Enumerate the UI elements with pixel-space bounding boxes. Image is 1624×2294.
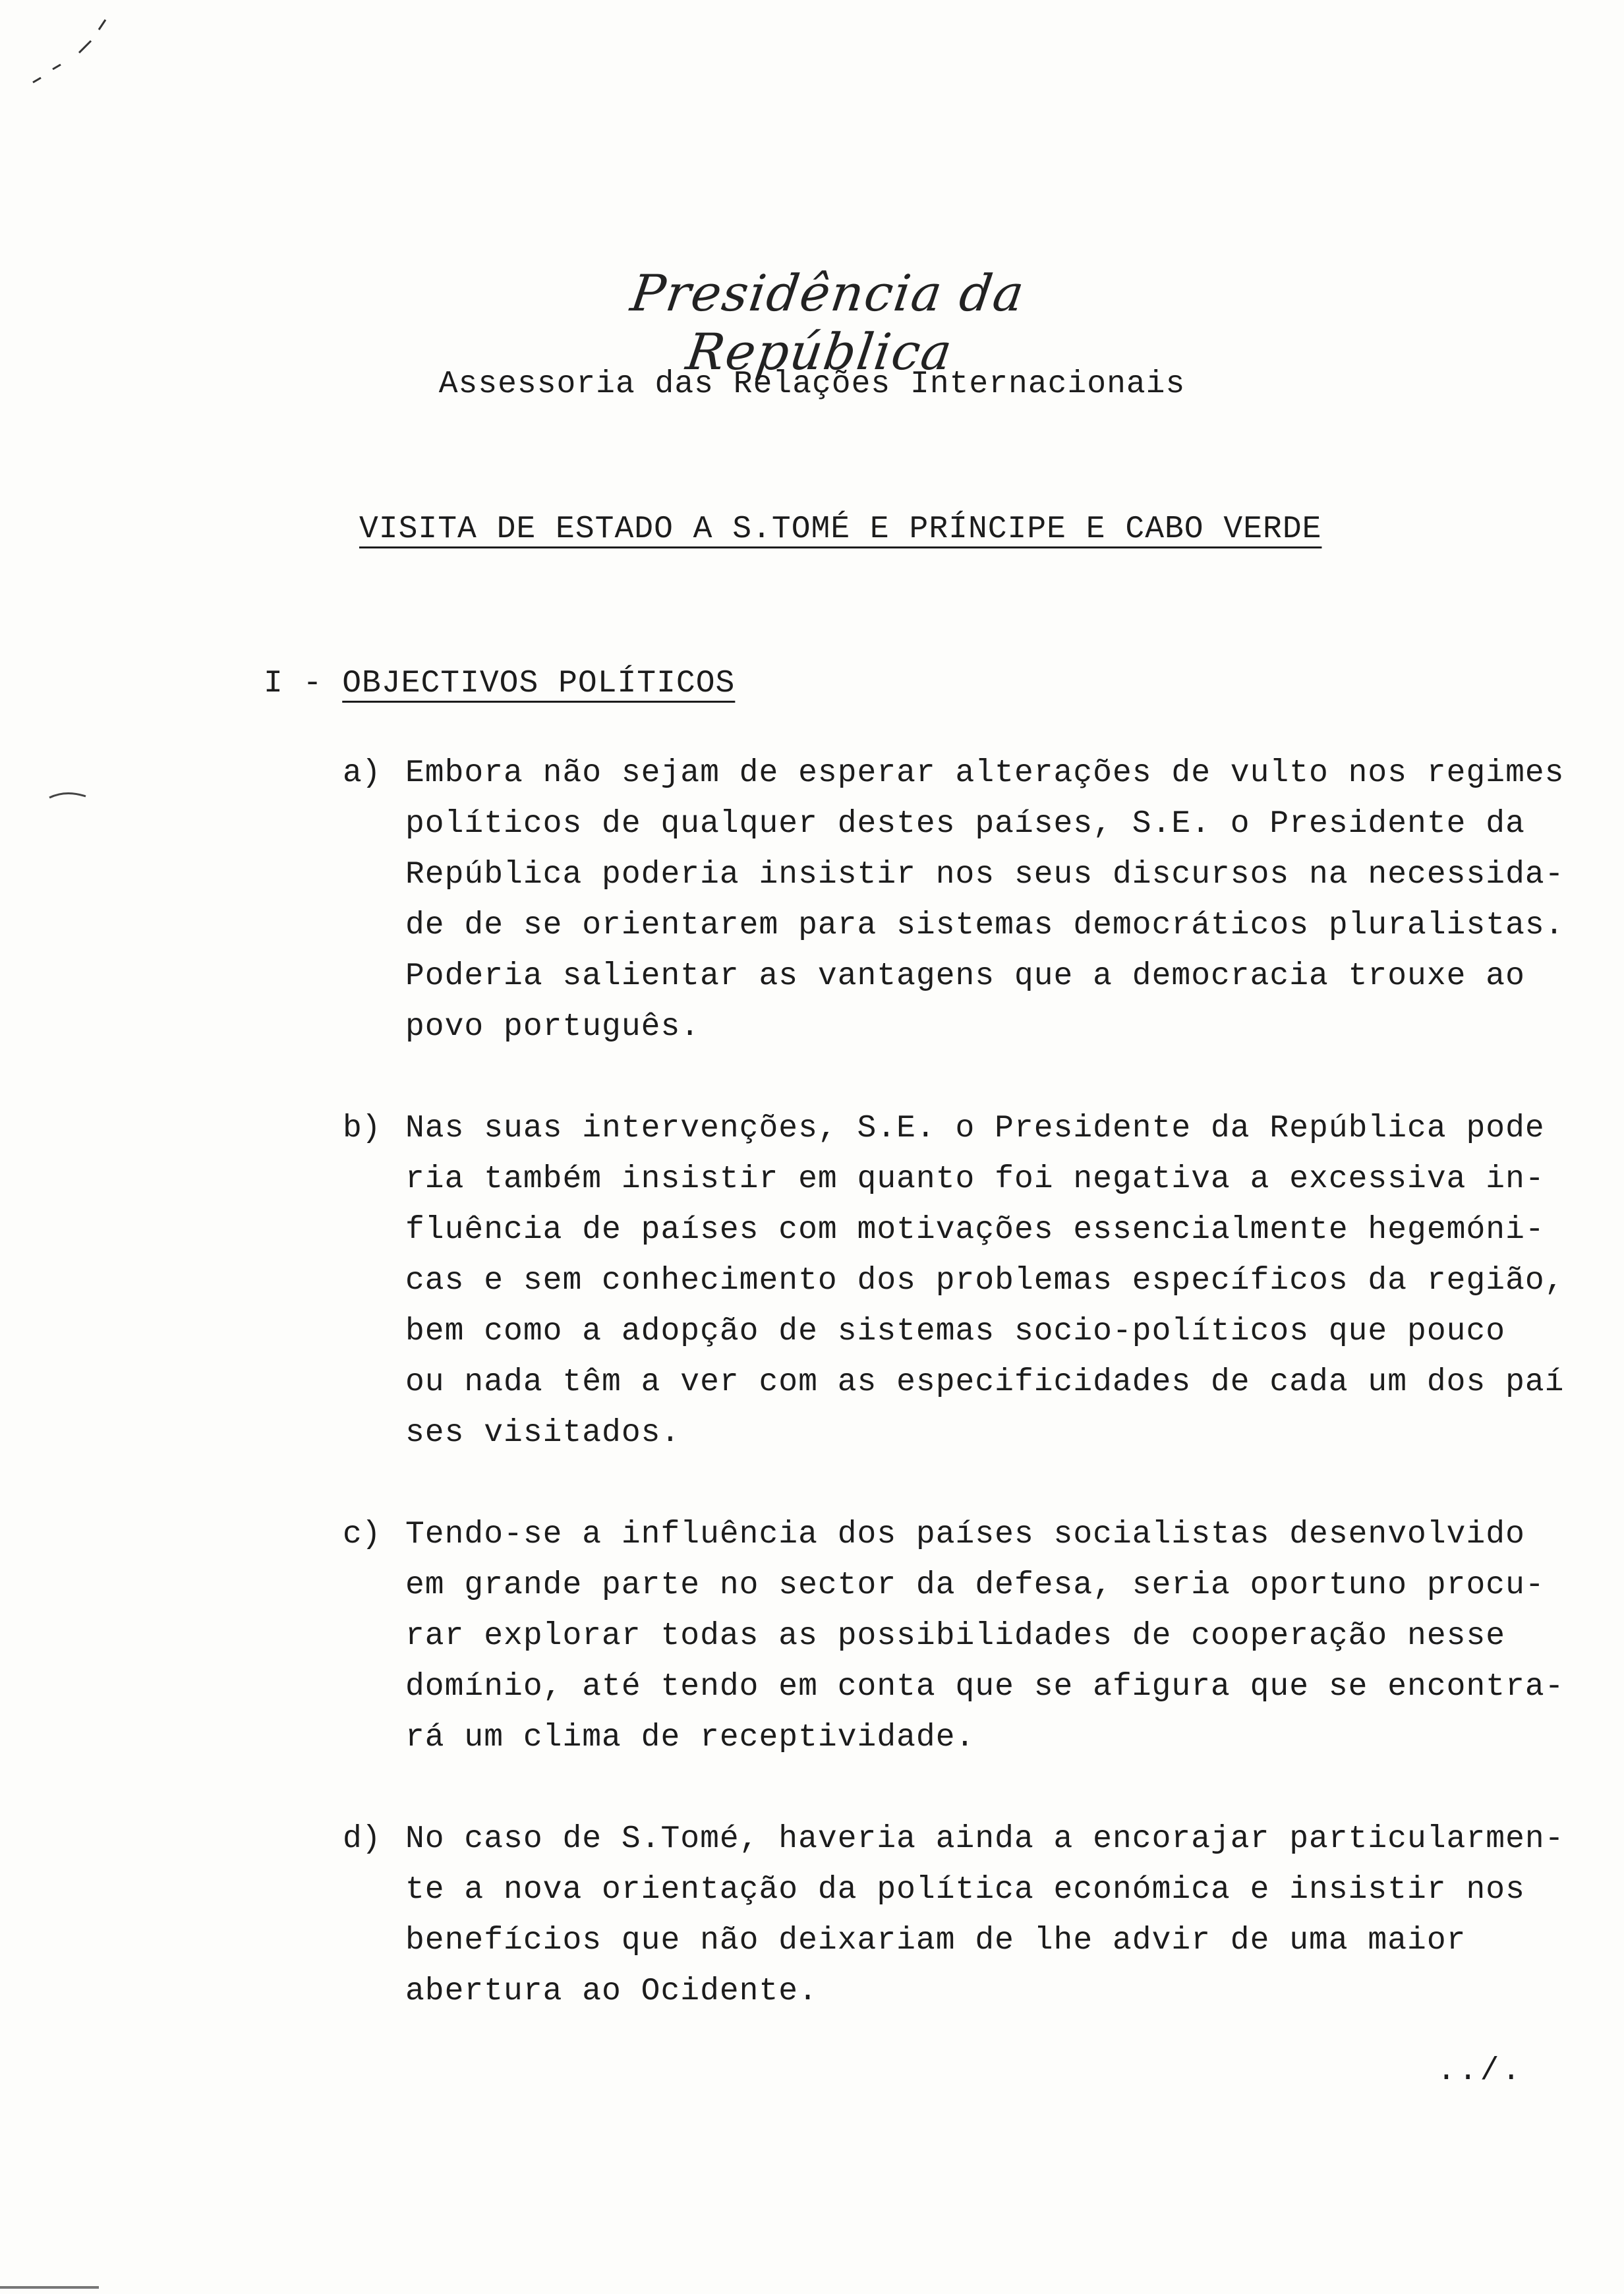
text-line: benefícios que não deixariam de lhe advir de uma maior — [405, 1923, 1466, 1958]
text-line: Nas suas intervenções, S.E. o Presidente da República pode — [405, 1111, 1545, 1146]
text-line: domínio, até tendo em conta que se afigura que se encontra- — [405, 1669, 1565, 1705]
objectives-list — [343, 748, 1595, 2068]
item-text — [405, 1103, 1595, 1459]
item-letter: d) — [343, 1821, 381, 1857]
text-line: República poderia insistir nos seus discursos na necessida- — [405, 857, 1565, 893]
letterhead-script: Presidência da República — [627, 264, 1029, 381]
text-line: povo português. — [405, 1009, 701, 1045]
item-letter: c) — [343, 1517, 381, 1552]
document-title: VISITA DE ESTADO A S.TOMÉ E PRÍNCIPE E CABO VERDE — [359, 512, 1322, 547]
section-number: I - — [264, 666, 323, 701]
list-item — [343, 1814, 1595, 2017]
text-line: em grande parte no sector da defesa, seria oportuno procu- — [405, 1568, 1545, 1603]
list-item — [343, 748, 1595, 1053]
margin-mark — [49, 793, 86, 798]
item-letter: b) — [343, 1111, 381, 1146]
text-line: Poderia salientar as vantagens que a democracia trouxe ao — [405, 958, 1525, 994]
section-heading — [264, 666, 735, 701]
item-letter: a) — [343, 755, 381, 791]
text-line: ou nada têm a ver com as especificidades de cada um dos paí — [405, 1365, 1565, 1400]
text-line: No caso de S.Tomé, haveria ainda a encorajar particularmen- — [405, 1821, 1565, 1857]
text-line: políticos de qualquer destes países, S.E. o Presidente da — [405, 806, 1525, 842]
text-line: rar explorar todas as possibilidades de cooperação nesse — [405, 1618, 1506, 1654]
item-text — [405, 1510, 1595, 1763]
list-item — [343, 1510, 1595, 1763]
item-text — [405, 1814, 1595, 2017]
continuation-mark: ../. — [1437, 2053, 1524, 2089]
corner-pen-marks — [33, 20, 105, 82]
text-line: Embora não sejam de esperar alterações de vulto nos regimes — [405, 755, 1565, 791]
section-label: OBJECTIVOS POLÍTICOS — [342, 666, 736, 701]
text-line: bem como a adopção de sistemas socio-políticos que pouco — [405, 1314, 1506, 1349]
text-line: ria também insistir em quanto foi negativa a excessiva in- — [405, 1162, 1545, 1197]
text-line: te a nova orientação da política económica e insistir nos — [405, 1872, 1525, 1908]
text-line: ses visitados. — [405, 1415, 681, 1451]
list-item — [343, 1103, 1595, 1459]
text-line: Tendo-se a influência dos países socialistas desenvolvido — [405, 1517, 1525, 1552]
text-line: de de se orientarem para sistemas democráticos pluralistas. — [405, 908, 1565, 943]
text-line: rá um clima de receptividade. — [405, 1720, 975, 1755]
text-line: abertura ao Ocidente. — [405, 1974, 818, 2009]
text-line: cas e sem conhecimento dos problemas específicos da região, — [405, 1263, 1565, 1299]
text-line: fluência de países com motivações essencialmente hegemóni- — [405, 1212, 1545, 1248]
item-text — [405, 748, 1595, 1053]
department-name: Assessoria das Relações Internacionais — [438, 367, 1186, 402]
